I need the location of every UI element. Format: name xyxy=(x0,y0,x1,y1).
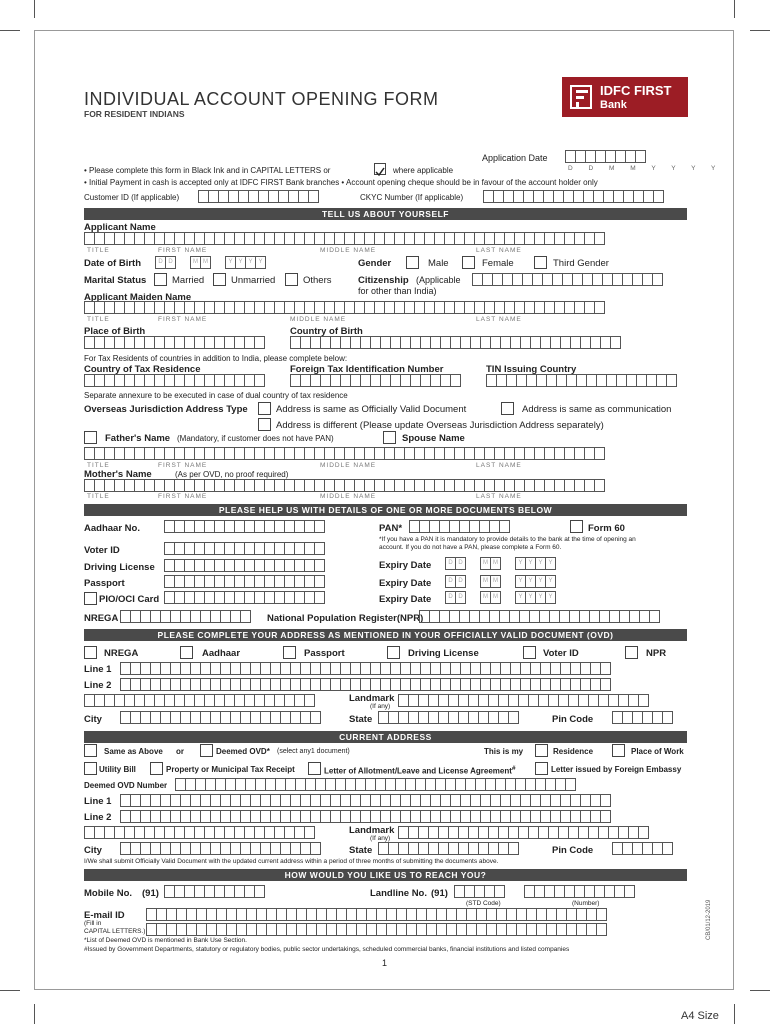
note-payment: • Initial Payment in cash is accepted only at IDFC FIRST Bank branches • Account opening cheque should be in favour of the account holder only xyxy=(84,178,598,187)
voter-id-boxes[interactable] xyxy=(164,542,324,555)
application-date-boxes[interactable] xyxy=(565,150,645,163)
char-box[interactable]: Y xyxy=(545,557,556,570)
name-part-title: TITLE xyxy=(87,316,110,323)
gender-third-label: Third Gender xyxy=(553,258,609,269)
char-box[interactable]: D xyxy=(455,557,466,570)
ovd-aadhaar-checkbox[interactable] xyxy=(180,646,193,659)
crop-mark xyxy=(34,1004,35,1024)
place-of-birth-label: Place of Birth xyxy=(84,326,146,337)
ovd-npr-label: NPR xyxy=(646,648,667,659)
section-about: TELL US ABOUT YOURSELF xyxy=(84,208,687,220)
char-box[interactable]: Y xyxy=(515,575,526,588)
char-box[interactable]: D xyxy=(155,256,166,269)
char-box[interactable] xyxy=(310,842,321,855)
char-box[interactable]: Y xyxy=(525,557,536,570)
cur-landmark-boxes[interactable] xyxy=(398,826,648,839)
ovd-npr-checkbox[interactable] xyxy=(625,646,638,659)
property-tax-label: Property or Municipal Tax Receipt xyxy=(166,765,295,774)
name-part-last: LAST NAME xyxy=(476,247,522,254)
addr-same-ovd-label: Address is same as Officially Valid Document xyxy=(276,404,467,415)
married-checkbox[interactable] xyxy=(154,273,167,286)
section-contact: HOW WOULD YOU LIKE US TO REACH YOU? xyxy=(84,869,687,881)
married-label: Married xyxy=(172,275,205,286)
ovd-state-boxes[interactable] xyxy=(378,711,518,724)
number-label: (Number) xyxy=(572,900,600,907)
cur-state-label: State xyxy=(349,845,373,856)
deemed-ovd-label: Deemed OVD* xyxy=(216,747,270,756)
tin-country-boxes[interactable] xyxy=(486,374,676,387)
annexure-note: Separate annexure to be executed in case of dual country of tax residence xyxy=(84,391,348,400)
char-box[interactable]: M xyxy=(480,557,491,570)
char-box[interactable] xyxy=(314,575,325,588)
passport-label: Passport xyxy=(84,578,125,589)
ovd-passport-checkbox[interactable] xyxy=(283,646,296,659)
char-box[interactable] xyxy=(652,273,663,286)
applicant-name-boxes[interactable] xyxy=(84,232,604,245)
citizenship-note: (Applicable xyxy=(416,275,461,285)
char-box[interactable]: M xyxy=(190,256,201,269)
driving-license-label: Driving License xyxy=(84,562,155,573)
name-part-title: TITLE xyxy=(87,247,110,254)
char-box[interactable]: D xyxy=(165,256,176,269)
char-box[interactable] xyxy=(254,336,265,349)
same-as-above-label: Same as Above xyxy=(104,747,163,756)
name-part-first: FIRST NAME xyxy=(158,493,208,500)
std-code-label: (STD Code) xyxy=(466,900,501,907)
section-current-address: CURRENT ADDRESS xyxy=(84,731,687,743)
landline-code: (91) xyxy=(431,888,448,899)
father-spouse-name-boxes[interactable] xyxy=(84,447,604,460)
char-box[interactable] xyxy=(594,479,605,492)
char-box[interactable] xyxy=(594,232,605,245)
name-part-middle: MIDDLE NAME xyxy=(320,247,377,254)
crop-mark xyxy=(734,0,735,18)
name-part-title: TITLE xyxy=(87,493,110,500)
name-part-title: TITLE xyxy=(87,462,110,469)
paper-size-label: A4 Size xyxy=(681,1010,719,1022)
citizenship-boxes[interactable] xyxy=(472,273,662,286)
char-box[interactable]: M xyxy=(480,575,491,588)
char-box[interactable] xyxy=(666,374,677,387)
dob-boxes[interactable] xyxy=(155,256,265,269)
citizenship-note-2: for other than India) xyxy=(358,286,437,296)
name-part-last: LAST NAME xyxy=(476,493,522,500)
ovd-if-any: (If any) xyxy=(370,703,391,710)
char-box[interactable] xyxy=(314,520,325,533)
expiry-dl-boxes[interactable] xyxy=(445,557,555,570)
country-tax-boxes[interactable] xyxy=(84,374,264,387)
cur-line3-boxes[interactable] xyxy=(84,826,314,839)
deemed-ovd-number-boxes[interactable] xyxy=(175,778,575,791)
name-part-middle: MIDDLE NAME xyxy=(320,462,377,469)
logo-subtext: Bank xyxy=(600,99,627,111)
addr-different-label: Address is different (Please update Overseas Jurisdiction Address separately) xyxy=(276,420,604,431)
email-boxes-row2[interactable] xyxy=(146,923,606,936)
ovd-passport-label: Passport xyxy=(304,648,345,659)
form60-label: Form 60 xyxy=(588,523,625,534)
place-of-birth-boxes[interactable] xyxy=(84,336,264,349)
pio-oci-boxes[interactable] xyxy=(164,591,324,604)
char-box[interactable]: Y xyxy=(545,591,556,604)
ckyc-boxes[interactable] xyxy=(483,190,663,203)
char-box[interactable] xyxy=(600,810,611,823)
char-box[interactable]: M xyxy=(490,575,501,588)
others-checkbox[interactable] xyxy=(285,273,298,286)
spouse-name-label: Spouse Name xyxy=(402,433,465,444)
deemed-ovd-note: (select any1 document) xyxy=(277,748,350,755)
char-box[interactable]: Y xyxy=(225,256,236,269)
note-capital-letters: • Please complete this form in Black Ink and in CAPITAL LETTERS or xyxy=(84,166,331,175)
char-box[interactable] xyxy=(596,908,607,921)
tick-example-icon xyxy=(374,163,386,175)
form60-checkbox[interactable] xyxy=(570,520,583,533)
form-version: CB/01/12-2019 xyxy=(706,899,712,940)
char-box[interactable] xyxy=(304,694,315,707)
mobile-boxes[interactable] xyxy=(164,885,264,898)
country-of-birth-label: Country of Birth xyxy=(290,326,363,337)
char-box[interactable]: Y xyxy=(515,591,526,604)
ovd-nrega-checkbox[interactable] xyxy=(84,646,97,659)
father-name-note: (Mandatory, if customer does not have PAN) xyxy=(177,434,334,443)
ovd-line1-label: Line 1 xyxy=(84,664,112,675)
char-box[interactable] xyxy=(508,711,519,724)
ovd-city-label: City xyxy=(84,714,102,725)
cur-line2-label: Line 2 xyxy=(84,812,112,823)
cur-line2-boxes[interactable] xyxy=(120,810,610,823)
mother-name-note: (As per OVD, no proof required) xyxy=(175,470,289,479)
email-label: E-mail ID xyxy=(84,910,125,921)
tin-country-label: TIN Issuing Country xyxy=(486,364,577,375)
pio-oci-label: PIO/OCI Card xyxy=(99,594,160,605)
char-box[interactable]: Y xyxy=(515,557,526,570)
gender-male-checkbox[interactable] xyxy=(406,256,419,269)
char-box[interactable] xyxy=(508,842,519,855)
form-title: INDIVIDUAL ACCOUNT OPENING FORM xyxy=(84,89,439,109)
char-box[interactable] xyxy=(638,826,649,839)
cur-landmark-label: Landmark xyxy=(349,825,395,836)
expiry-passport-boxes[interactable] xyxy=(445,575,555,588)
char-box[interactable]: Y xyxy=(255,256,266,269)
char-box[interactable]: Y xyxy=(525,575,536,588)
name-part-first: FIRST NAME xyxy=(158,462,208,469)
pan-note-2: account. If you do not have a PAN, please complete a Form 60. xyxy=(379,544,562,551)
char-box[interactable]: D xyxy=(455,591,466,604)
gender-label: Gender xyxy=(358,258,392,269)
driving-license-boxes[interactable] xyxy=(164,559,324,572)
citizenship-label: Citizenship xyxy=(358,275,409,286)
property-tax-checkbox[interactable] xyxy=(150,762,163,775)
addr-same-ovd-checkbox[interactable] xyxy=(258,402,271,415)
applicant-name-label: Applicant Name xyxy=(84,222,156,233)
nrega-boxes[interactable] xyxy=(120,610,250,623)
name-part-last: LAST NAME xyxy=(476,316,522,323)
this-is-my-label: This is my xyxy=(484,747,524,756)
char-box[interactable] xyxy=(240,610,251,623)
expiry-dl-label: Expiry Date xyxy=(379,560,432,571)
char-box[interactable] xyxy=(494,885,505,898)
npr-label: National Population Register(NPR) xyxy=(267,613,424,624)
addr-same-comm-checkbox[interactable] xyxy=(501,402,514,415)
gender-female-label: Female xyxy=(482,258,514,269)
maiden-name-label: Applicant Maiden Name xyxy=(84,292,192,303)
char-box[interactable] xyxy=(610,336,621,349)
allotment-label: Letter of Allotment/Leave and License Agreement# xyxy=(324,765,516,776)
place-of-work-label: Place of Work xyxy=(631,747,684,756)
email-note: (Fill in xyxy=(84,920,102,927)
char-box[interactable]: Y xyxy=(545,575,556,588)
others-label: Others xyxy=(303,275,332,286)
char-box[interactable] xyxy=(565,778,576,791)
nrega-label: NREGA xyxy=(84,613,119,624)
foreign-tin-boxes[interactable] xyxy=(290,374,460,387)
ovd-nrega-label: NREGA xyxy=(104,648,139,659)
char-box[interactable] xyxy=(653,190,664,203)
ovd-state-label: State xyxy=(349,714,373,725)
or-label: or xyxy=(176,747,184,756)
submit-note: I/We shall submit Officially Valid Document with the updated current address within a period of three months of submitting the documents above. xyxy=(84,858,499,865)
char-box[interactable]: Y xyxy=(535,591,546,604)
mother-name-boxes[interactable] xyxy=(84,479,604,492)
name-part-last: LAST NAME xyxy=(476,462,522,469)
mobile-code: (91) xyxy=(142,888,159,899)
aadhaar-label: Aadhaar No. xyxy=(84,523,140,534)
char-box[interactable] xyxy=(314,542,325,555)
cur-line1-label: Line 1 xyxy=(84,796,112,807)
expiry-pio-boxes[interactable] xyxy=(445,591,555,604)
voter-id-label: Voter ID xyxy=(84,545,120,556)
char-box[interactable] xyxy=(304,826,315,839)
char-box[interactable]: Y xyxy=(535,557,546,570)
foreign-embassy-checkbox[interactable] xyxy=(535,762,548,775)
pan-note: *If you have a PAN it is mandatory to provide details to the bank at the time of opening an xyxy=(379,536,636,543)
char-box[interactable]: D xyxy=(445,591,456,604)
deemed-ovd-checkbox[interactable] xyxy=(200,744,213,757)
note-where-applicable: where applicable xyxy=(393,166,454,175)
ovd-landmark-label: Landmark xyxy=(349,693,395,704)
char-box[interactable] xyxy=(635,150,646,163)
char-box[interactable] xyxy=(594,301,605,314)
customer-id-label: Customer ID (If applicable) xyxy=(84,193,180,202)
date-placeholder: D D M M Y Y Y Y xyxy=(568,165,723,172)
utility-bill-label: Utility Bill xyxy=(99,765,136,774)
email-boxes-row1[interactable] xyxy=(146,908,606,921)
char-box[interactable]: M xyxy=(200,256,211,269)
addr-different-checkbox[interactable] xyxy=(258,418,271,431)
ovd-line2-boxes[interactable] xyxy=(120,678,610,691)
cur-line1-boxes[interactable] xyxy=(120,794,610,807)
email-note-2: CAPITAL LETTERS.) xyxy=(84,928,146,935)
crop-mark xyxy=(0,990,20,991)
char-box[interactable] xyxy=(596,923,607,936)
name-part-first: FIRST NAME xyxy=(158,316,208,323)
foreign-embassy-label: Letter issued by Foreign Embassy xyxy=(551,765,682,774)
expiry-passport-label: Expiry Date xyxy=(379,578,432,589)
pan-boxes[interactable] xyxy=(409,520,509,533)
char-box[interactable] xyxy=(254,885,265,898)
ovd-aadhaar-label: Aadhaar xyxy=(202,648,241,659)
maiden-name-boxes[interactable] xyxy=(84,301,604,314)
gender-male-label: Male xyxy=(428,258,449,269)
cur-pin-boxes[interactable] xyxy=(612,842,672,855)
ovd-line3-boxes[interactable] xyxy=(84,694,314,707)
char-box[interactable] xyxy=(600,678,611,691)
section-documents: PLEASE HELP US WITH DETAILS OF ONE OR MORE DOCUMENTS BELOW xyxy=(84,504,687,516)
cur-state-boxes[interactable] xyxy=(378,842,518,855)
foreign-tin-label: Foreign Tax Identification Number xyxy=(290,364,444,375)
form-subtitle: FOR RESIDENT INDIANS xyxy=(84,109,185,119)
logo-text: IDFC FIRST xyxy=(600,83,672,98)
addr-same-comm-label: Address is same as communication xyxy=(522,404,672,415)
expiry-pio-label: Expiry Date xyxy=(379,594,432,605)
crop-mark xyxy=(34,0,35,18)
ovd-landmark-boxes[interactable] xyxy=(398,694,648,707)
overseas-address-type-label: Overseas Jurisdiction Address Type xyxy=(84,404,248,415)
mother-name-label: Mother's Name xyxy=(84,469,152,480)
dob-label: Date of Birth xyxy=(84,258,141,269)
logo-mark-icon xyxy=(570,85,592,109)
section-ovd-address: PLEASE COMPLETE YOUR ADDRESS AS MENTIONED IN YOUR OFFICIALLY VALID DOCUMENT (OVD) xyxy=(84,629,687,641)
npr-boxes[interactable] xyxy=(419,610,659,623)
cur-pin-label: Pin Code xyxy=(552,845,594,856)
ovd-voter-label: Voter ID xyxy=(543,648,579,659)
gender-female-checkbox[interactable] xyxy=(462,256,475,269)
cur-if-any: (If any) xyxy=(370,835,391,842)
landline-label: Landline No. xyxy=(370,888,427,899)
unmarried-label: Unmarried xyxy=(231,275,276,286)
mobile-label: Mobile No. xyxy=(84,888,133,899)
country-of-birth-boxes[interactable] xyxy=(290,336,620,349)
char-box[interactable] xyxy=(649,610,660,623)
ovd-dl-checkbox[interactable] xyxy=(387,646,400,659)
allotment-checkbox[interactable] xyxy=(308,762,321,775)
char-box[interactable] xyxy=(254,374,265,387)
ovd-voter-checkbox[interactable] xyxy=(523,646,536,659)
char-box[interactable] xyxy=(310,711,321,724)
tax-residency-note: For Tax Residents of countries in addition to India, please complete below: xyxy=(84,354,348,363)
name-part-middle: MIDDLE NAME xyxy=(320,493,377,500)
pio-oci-checkbox[interactable] xyxy=(84,592,97,605)
ovd-city-boxes[interactable] xyxy=(120,711,320,724)
char-box[interactable]: D xyxy=(445,557,456,570)
crop-mark xyxy=(750,30,770,31)
gender-third-checkbox[interactable] xyxy=(534,256,547,269)
crop-mark xyxy=(734,1004,735,1024)
char-box[interactable] xyxy=(624,885,635,898)
cur-city-boxes[interactable] xyxy=(120,842,320,855)
crop-mark xyxy=(750,990,770,991)
ovd-line2-label: Line 2 xyxy=(84,680,112,691)
ovd-dl-label: Driving License xyxy=(408,648,479,659)
crop-mark xyxy=(0,30,20,31)
ovd-pin-label: Pin Code xyxy=(552,714,594,725)
char-box[interactable] xyxy=(314,591,325,604)
residence-label: Residence xyxy=(553,747,594,756)
unmarried-checkbox[interactable] xyxy=(213,273,226,286)
father-name-checkbox[interactable] xyxy=(84,431,97,444)
char-box[interactable] xyxy=(638,694,649,707)
char-box[interactable] xyxy=(450,374,461,387)
char-box[interactable]: Y xyxy=(535,575,546,588)
char-box[interactable] xyxy=(314,559,325,572)
customer-id-boxes[interactable] xyxy=(198,190,318,203)
ovd-line1-boxes[interactable] xyxy=(120,662,610,675)
char-box[interactable] xyxy=(600,794,611,807)
place-of-work-checkbox[interactable] xyxy=(612,744,625,757)
footnote-issued: #Issued by Government Departments, statutory or regulatory bodies, public sector undertakings, scheduled commercial banks, financial institutions and listed companies xyxy=(84,946,570,953)
char-box[interactable]: Y xyxy=(525,591,536,604)
char-box[interactable]: Y xyxy=(245,256,256,269)
char-box[interactable] xyxy=(600,662,611,675)
country-tax-label: Country of Tax Residence xyxy=(84,364,201,375)
spouse-name-checkbox[interactable] xyxy=(383,431,396,444)
application-date-label: Application Date xyxy=(482,153,548,163)
char-box[interactable]: D xyxy=(455,575,466,588)
footnote-deemed: *List of Deemed OVD is mentioned in Bank Use Section. xyxy=(84,937,247,944)
name-part-middle: MIDDLE NAME xyxy=(290,316,347,323)
bank-logo xyxy=(562,77,688,117)
residence-checkbox[interactable] xyxy=(535,744,548,757)
father-name-label: Father's Name xyxy=(105,433,171,444)
char-box[interactable] xyxy=(308,190,319,203)
aadhaar-boxes[interactable] xyxy=(164,520,324,533)
char-box[interactable] xyxy=(499,520,510,533)
char-box[interactable]: M xyxy=(480,591,491,604)
char-box[interactable]: D xyxy=(445,575,456,588)
marital-status-label: Marital Status xyxy=(84,275,147,286)
ovd-pin-boxes[interactable] xyxy=(612,711,672,724)
pan-label: PAN* xyxy=(379,523,403,534)
passport-boxes[interactable] xyxy=(164,575,324,588)
deemed-ovd-number-label: Deemed OVD Number xyxy=(84,781,168,790)
std-code-boxes[interactable] xyxy=(454,885,504,898)
char-box[interactable]: M xyxy=(490,591,501,604)
char-box[interactable] xyxy=(594,447,605,460)
cur-city-label: City xyxy=(84,845,102,856)
landline-number-boxes[interactable] xyxy=(524,885,634,898)
char-box[interactable]: Y xyxy=(235,256,246,269)
char-box[interactable]: M xyxy=(490,557,501,570)
char-box[interactable] xyxy=(662,711,673,724)
ckyc-label: CKYC Number (If applicable) xyxy=(360,193,464,202)
same-as-above-checkbox[interactable] xyxy=(84,744,97,757)
name-part-first: FIRST NAME xyxy=(158,247,208,254)
utility-bill-checkbox[interactable] xyxy=(84,762,97,775)
page-number: 1 xyxy=(382,958,388,968)
char-box[interactable] xyxy=(662,842,673,855)
